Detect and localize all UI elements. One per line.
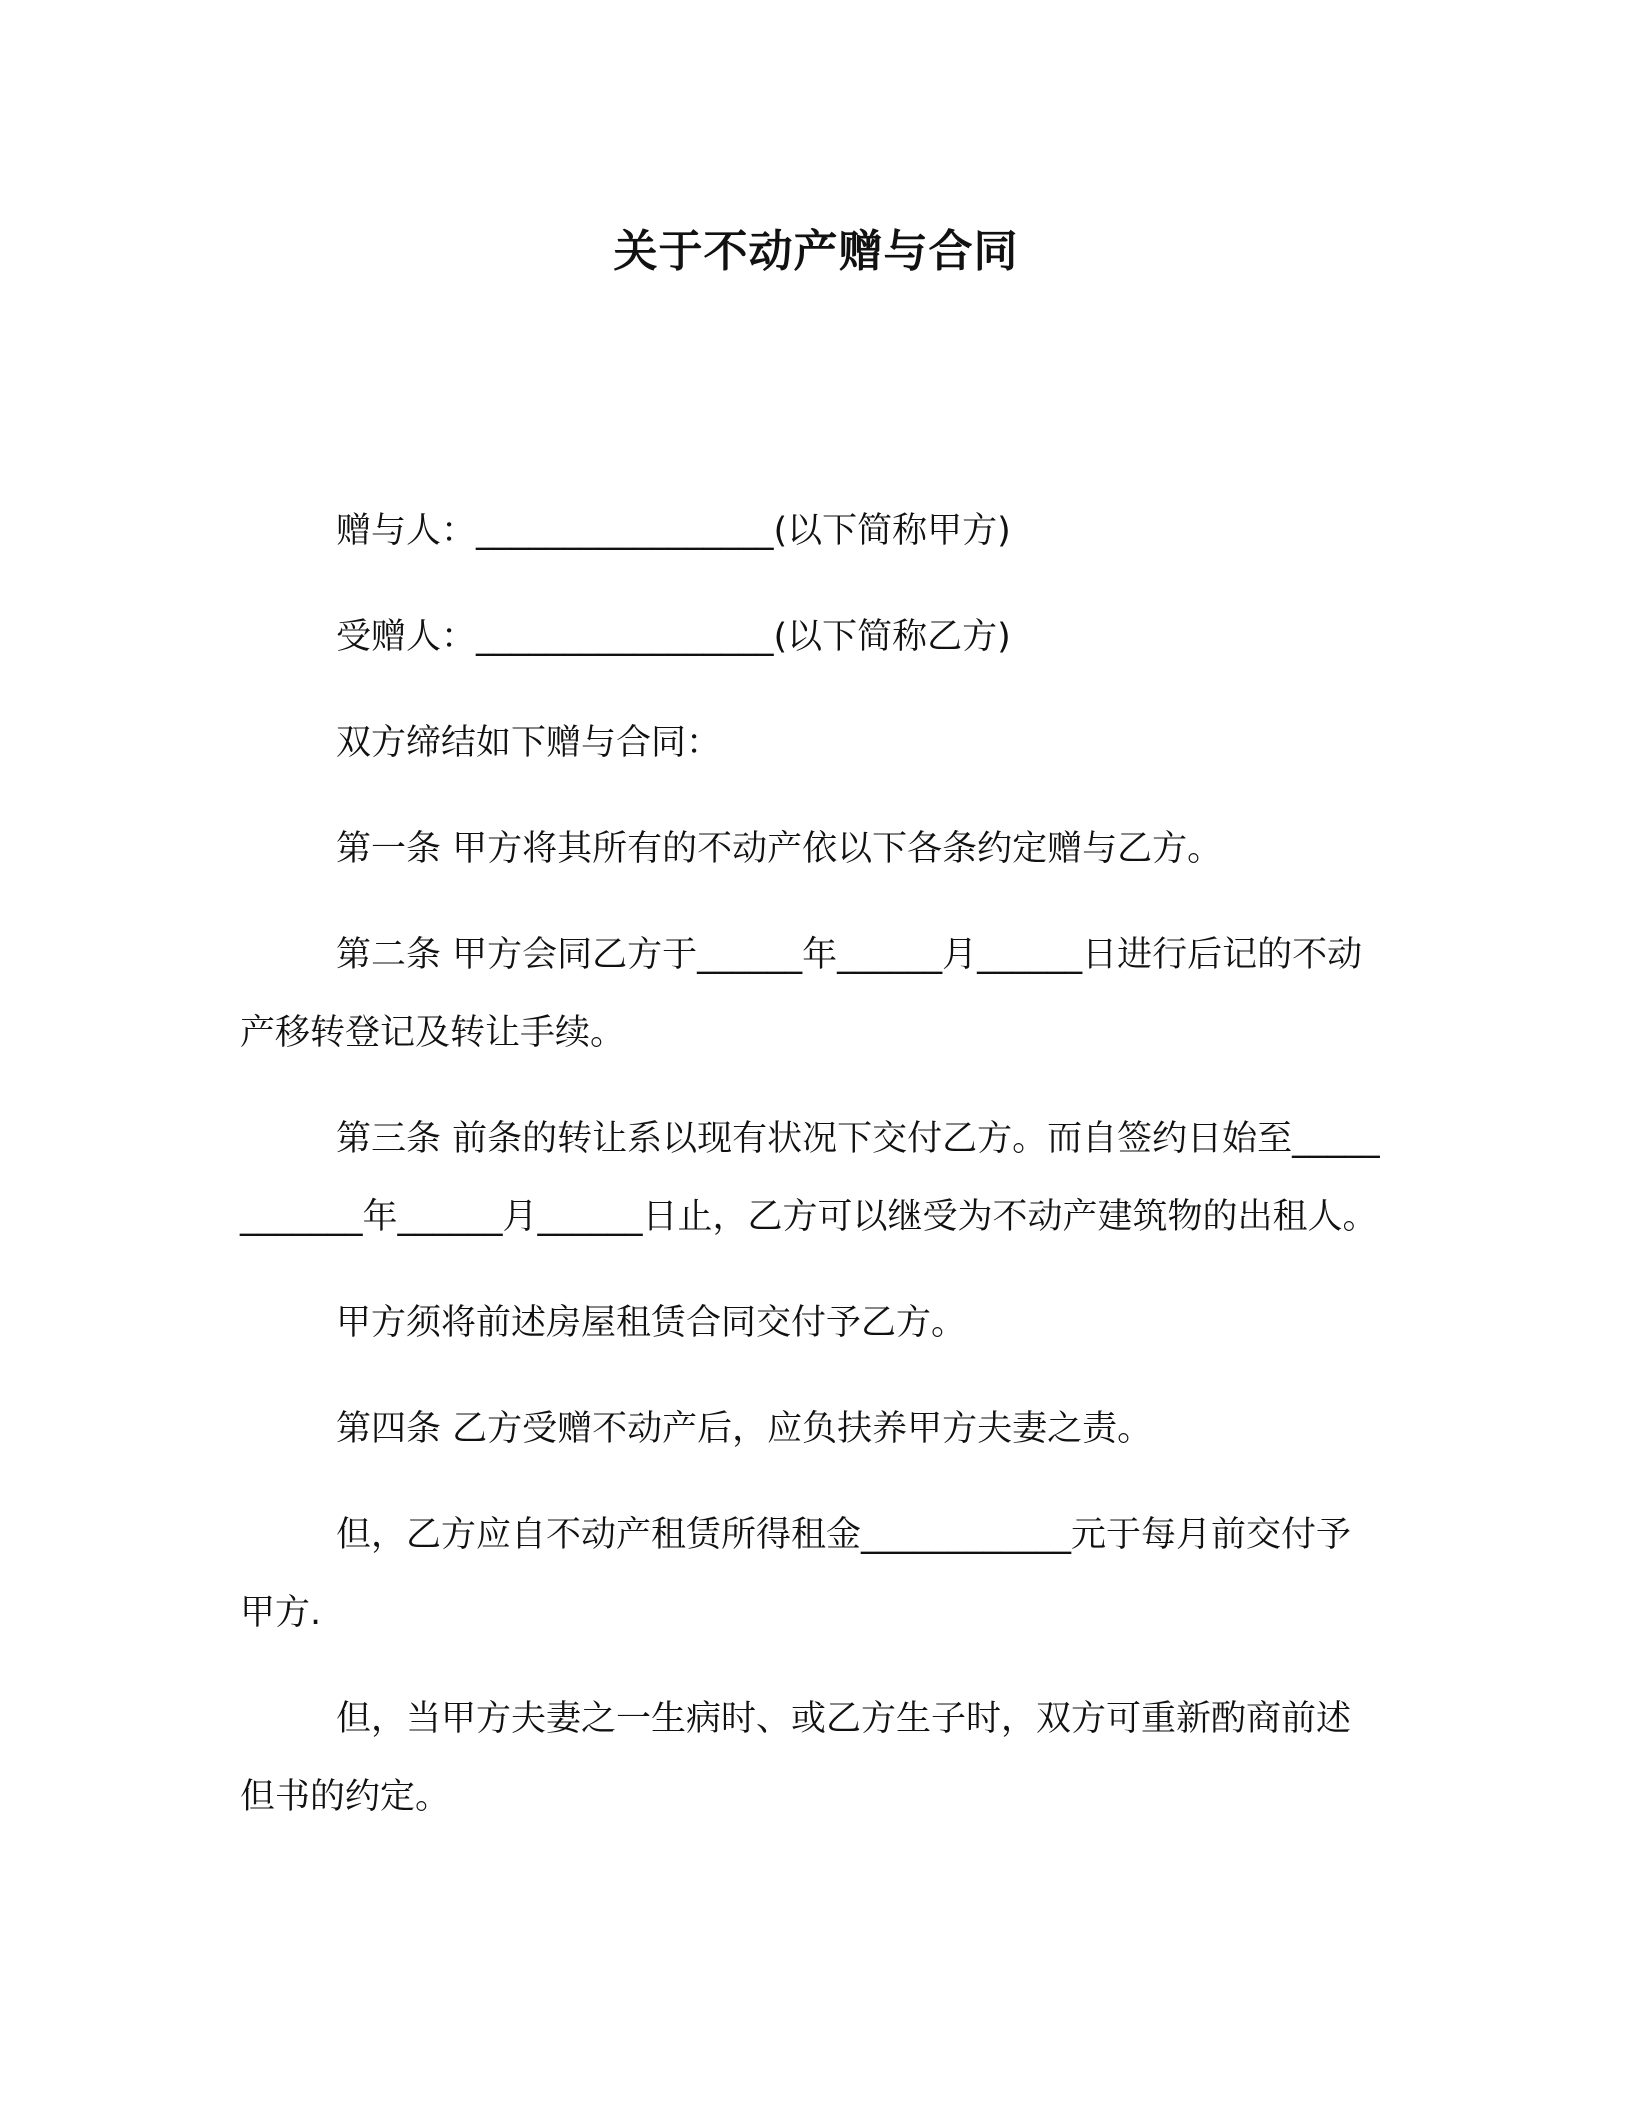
- article-3-supplement: 甲方须将前述房屋租赁合同交付予乙方。: [336, 1303, 967, 1343]
- agreement-intro: 双方缔结如下赠与合同：: [336, 723, 722, 763]
- article-4-proviso-1: 但，乙方应自不动产租赁所得租金____________元于每月前交付予甲方.: [240, 1515, 1352, 1633]
- article-1: 第一条 甲方将其所有的不动产依以下各条约定赠与乙方。: [336, 829, 1223, 869]
- document-title: 关于不动产赠与合同: [613, 226, 1019, 277]
- donee-line: 受赠人：_________________(以下简称乙方): [336, 617, 1011, 657]
- donor-line: 赠与人：_________________(以下简称甲方): [336, 511, 1011, 551]
- article-3: 第三条 前条的转让系以现有状况下交付乙方。而自签约日始至____________年______月______日止，乙方可以继受为不动产建筑物的出租人。: [240, 1119, 1380, 1237]
- article-2: 第二条 甲方会同乙方于______年______月______日进行后记的不动产移转登记及转让手续。: [240, 935, 1363, 1053]
- document-body: [240, 492, 1380, 1864]
- article-4: 第四条 乙方受赠不动产后，应负扶养甲方夫妻之责。: [336, 1409, 1153, 1449]
- article-4-proviso-2: 但，当甲方夫妻之一生病时、或乙方生子时，双方可重新酌商前述但书的约定。: [240, 1699, 1352, 1817]
